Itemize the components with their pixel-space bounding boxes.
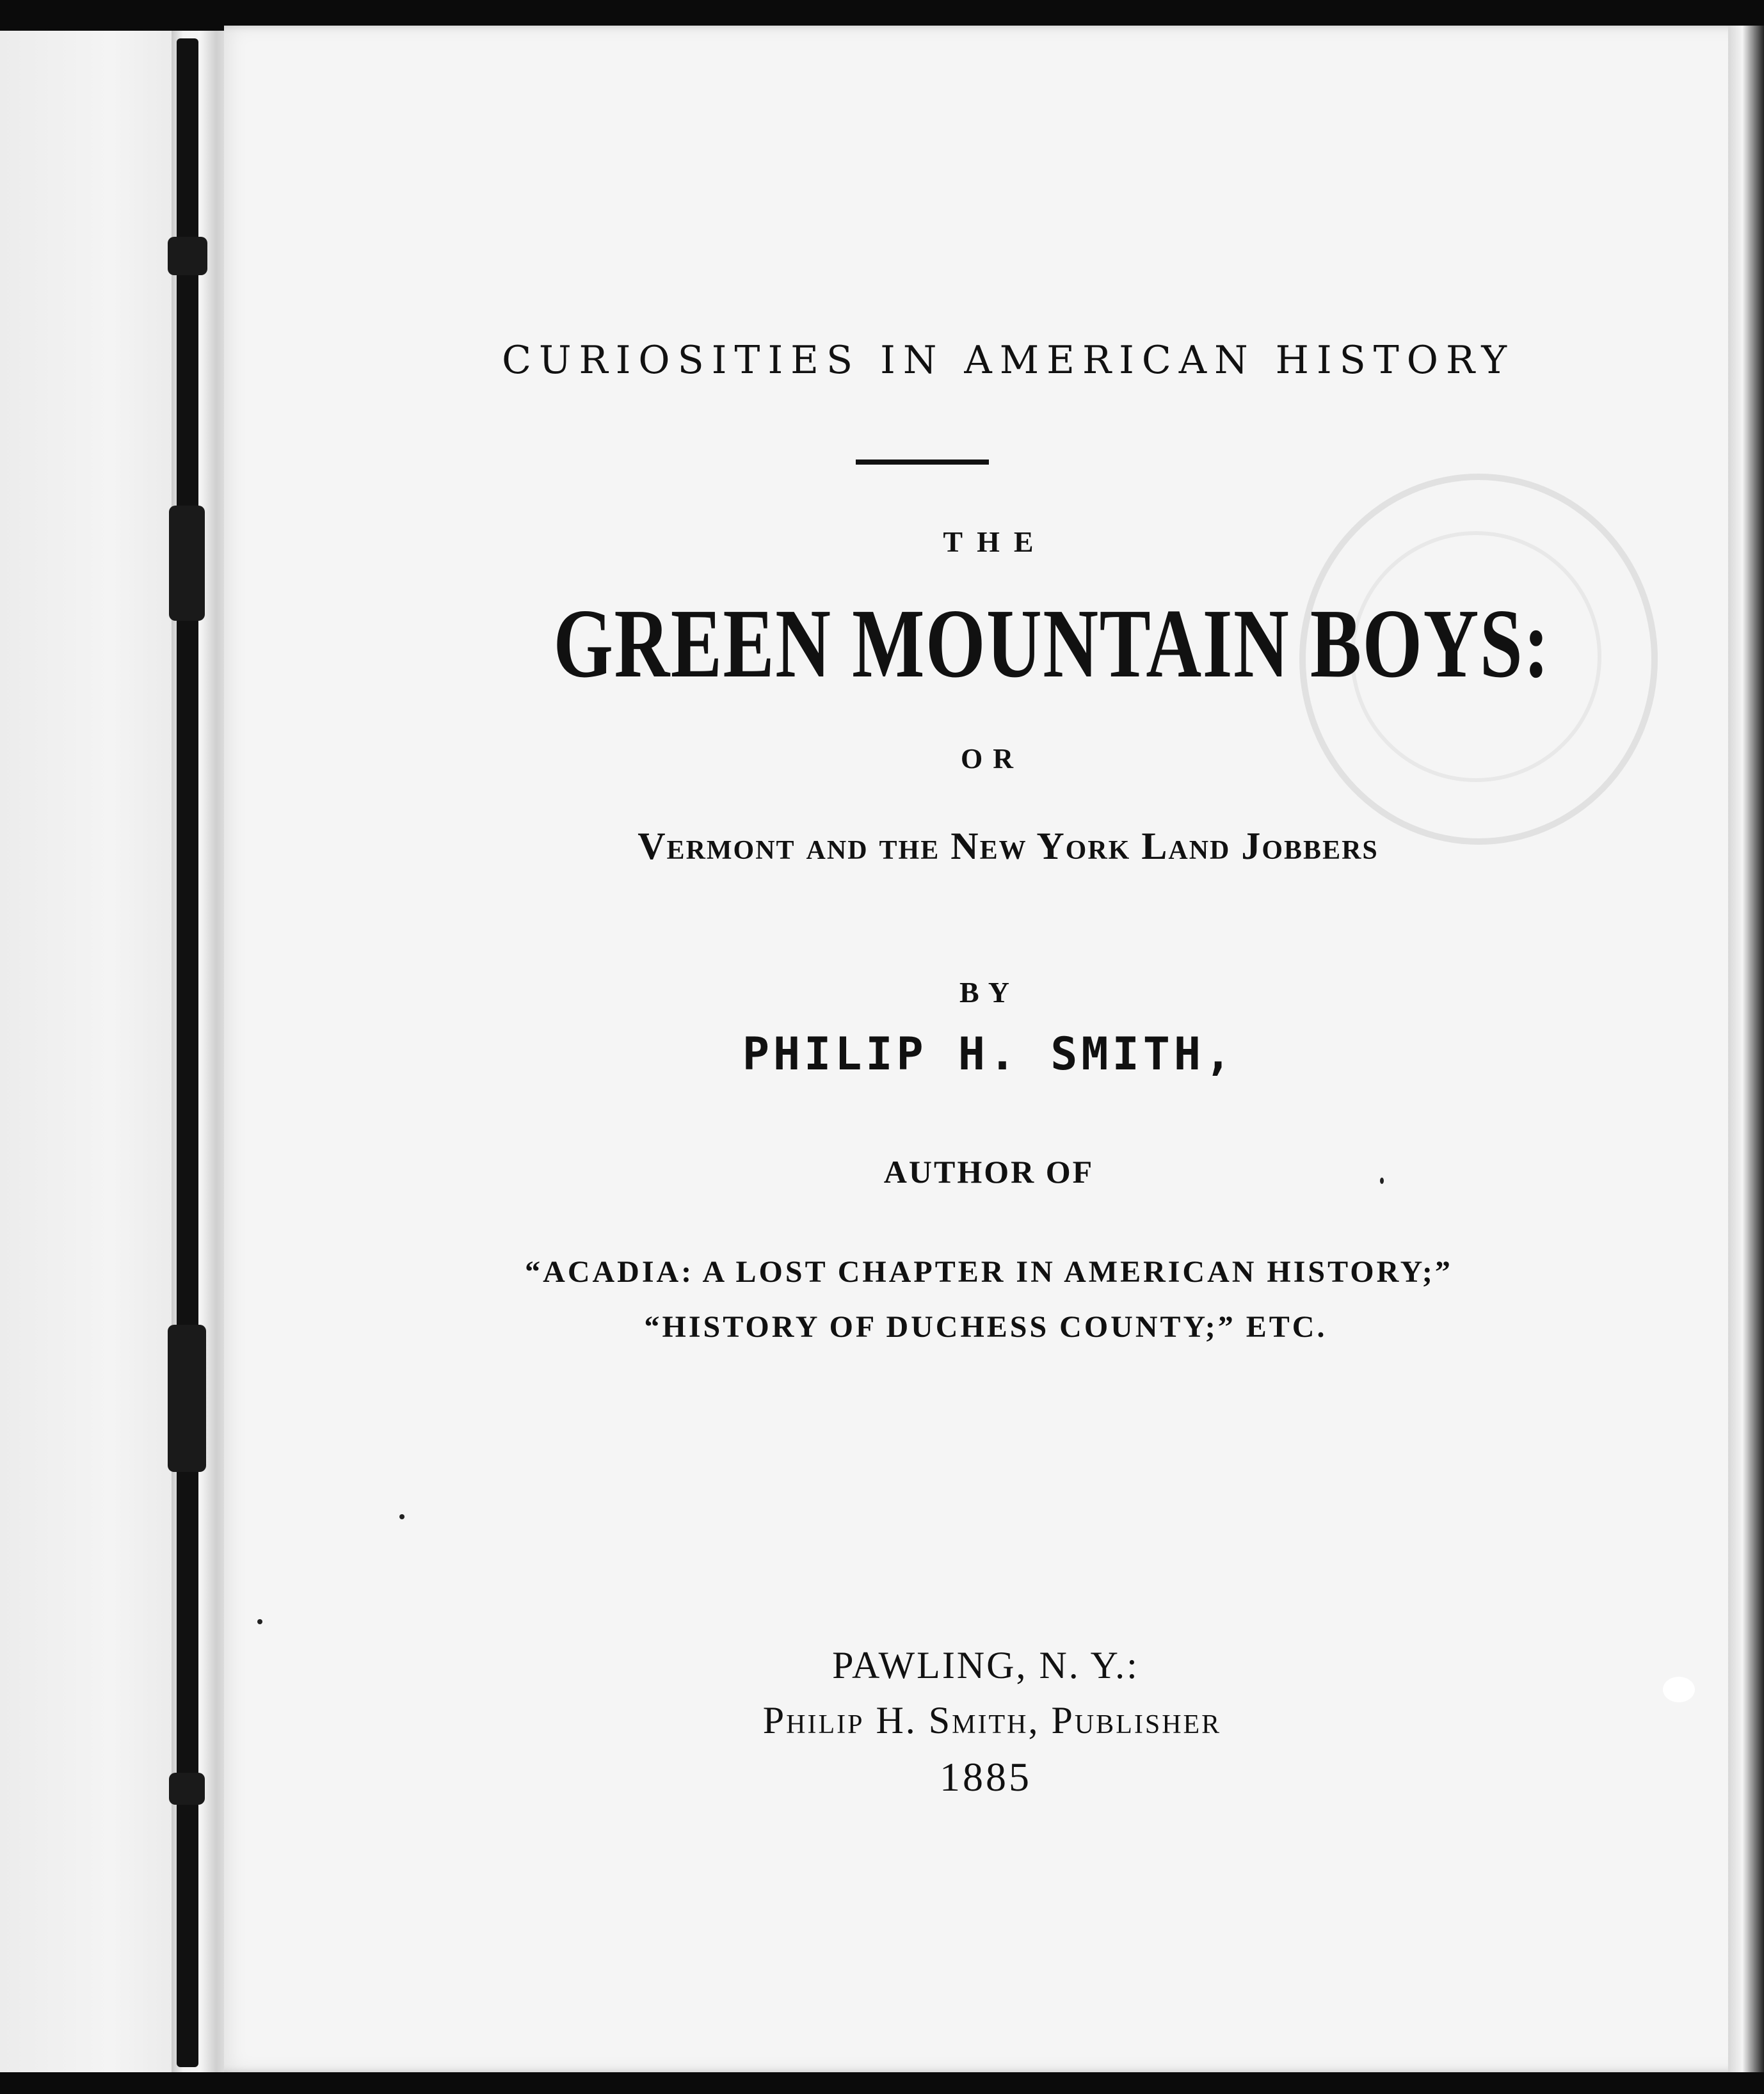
- scan-border: [0, 2072, 1764, 2094]
- main-title: GREEN MOUNTAIN BOYS:: [553, 589, 1550, 698]
- byline-label: BY: [959, 976, 1018, 1009]
- other-work: “HISTORY OF DUCHESS COUNTY;” ETC.: [644, 1310, 1327, 1344]
- imprint-year: 1885: [940, 1754, 1032, 1800]
- imprint-publisher: Philip H. Smith, Publisher: [762, 1699, 1222, 1741]
- paper-speck: [1663, 1677, 1695, 1702]
- paper-speck: [257, 1619, 262, 1624]
- binding-stitch: [169, 506, 205, 621]
- binding-thread: [177, 38, 198, 2067]
- left-blank-leaf: [0, 31, 186, 2072]
- binding-stitch: [168, 237, 207, 275]
- title-conjunction: OR: [961, 743, 1023, 774]
- paper-speck: [399, 1514, 405, 1519]
- other-work: “ACADIA: A LOST CHAPTER IN AMERICAN HISTORY;”: [525, 1255, 1453, 1289]
- author-of-label: AUTHOR OF: [883, 1154, 1094, 1190]
- paper-speck: [1380, 1178, 1384, 1184]
- title-article: THE: [943, 525, 1048, 558]
- binding-stitch: [168, 1325, 206, 1472]
- author-name: PHILIP H. SMITH,: [742, 1028, 1236, 1080]
- imprint-place: PAWLING, N. Y.:: [832, 1644, 1139, 1686]
- series-title: CURIOSITIES IN AMERICAN HISTORY: [502, 338, 1514, 383]
- title-rule: [856, 460, 989, 465]
- binding-stitch: [169, 1773, 205, 1805]
- subtitle: Vermont and the New York Land Jobbers: [637, 825, 1379, 867]
